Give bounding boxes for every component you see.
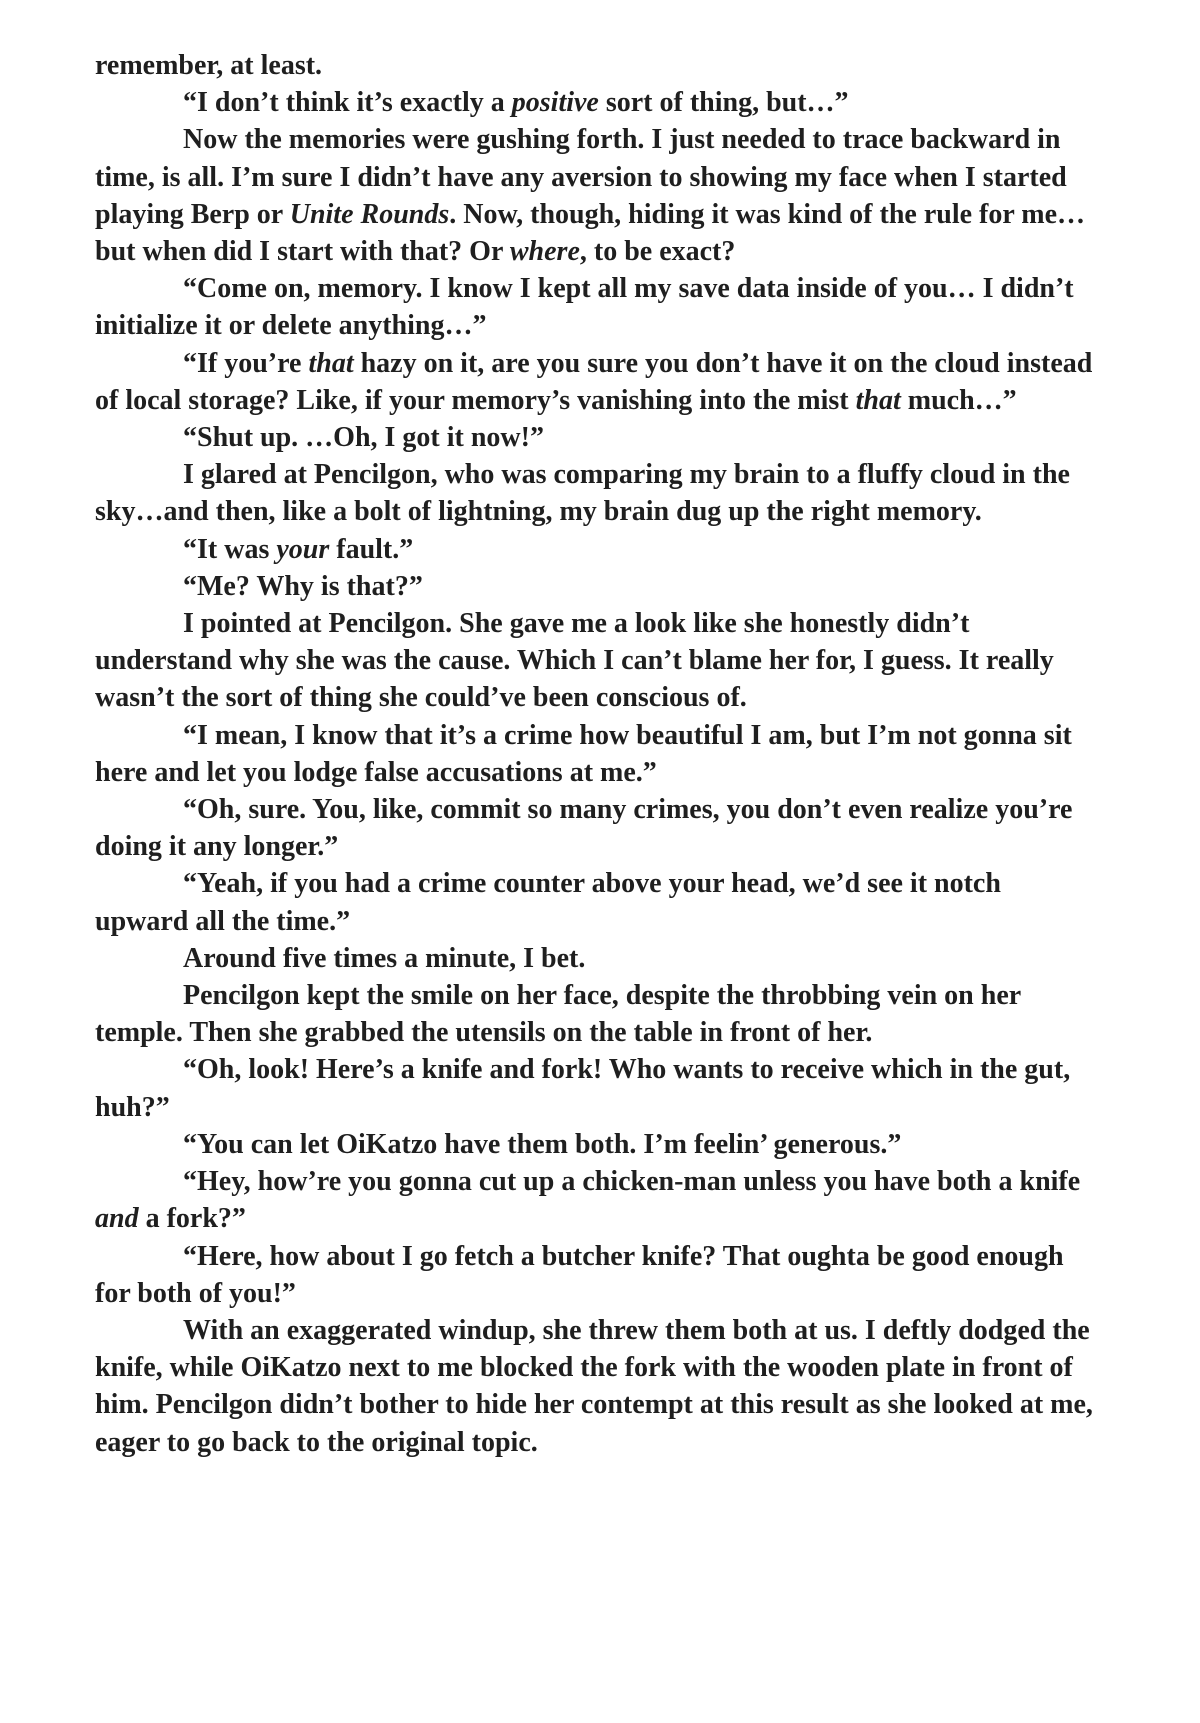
- paragraph: [95, 791, 1100, 865]
- text-run: fault.”: [329, 533, 414, 565]
- text-run: , to be exact?: [579, 236, 736, 268]
- paragraph: [95, 345, 1100, 419]
- paragraph: [95, 456, 1100, 530]
- text-run: “Yeah, if you had a crime counter above your head, we’d see it notch upward all the time.”: [95, 868, 1001, 937]
- paragraph: [95, 1163, 1100, 1237]
- text-run: “Me? Why is that?”: [183, 570, 423, 602]
- italic-text: that: [855, 384, 901, 416]
- text-run: Pencilgon kept the smile on her face, despite the throbbing vein on her temple. Then she grabbed the utensils on the table in front of her.: [95, 980, 1021, 1049]
- text-run: hazy on it, are you sure you don’t have it on the cloud instead of local storage? Like, if your memory’s vanishing into the mist: [95, 347, 1093, 416]
- text-run: “Here, how about I go fetch a butcher knife? That oughta be good enough for both of you!”: [95, 1240, 1064, 1309]
- italic-text: and: [95, 1203, 139, 1235]
- text-run: “It was: [183, 533, 277, 565]
- text-run: “Shut up. …Oh, I got it now!”: [183, 422, 544, 454]
- text-run: “I don’t think it’s exactly a: [183, 87, 512, 119]
- paragraph: [95, 1312, 1100, 1461]
- text-run: Around five times a minute, I bet.: [183, 942, 586, 974]
- paragraph: [95, 1051, 1100, 1125]
- text-run: Now the memories were gushing forth. I just needed to trace backward in time, is all. I’m sure I didn’t have any aversion to showing my face when I started playing Berp or: [95, 124, 1067, 230]
- paragraph: [95, 419, 1100, 456]
- text-run: “Oh, sure. You, like, commit so many crimes, you don’t even realize you’re doing it any longer.”: [95, 794, 1073, 863]
- paragraph: [95, 1238, 1100, 1312]
- text-run: remember, at least.: [95, 50, 323, 81]
- paragraph: [95, 84, 1100, 121]
- paragraph: [95, 531, 1100, 568]
- italic-text: where: [509, 236, 580, 268]
- body-text: [95, 47, 1100, 1461]
- text-run: a fork?”: [138, 1203, 246, 1235]
- italic-text: your: [276, 533, 330, 565]
- paragraph: [95, 568, 1100, 605]
- paragraph: [95, 717, 1100, 791]
- paragraph: [95, 121, 1100, 270]
- text-run: much…”: [900, 384, 1017, 416]
- paragraph: [95, 1126, 1100, 1163]
- text-run: I pointed at Pencilgon. She gave me a look like she honestly didn’t understand why she was the cause. Which I can’t blame her for, I guess. It really wasn’t the sort of thing she could’ve been conscious of.: [95, 608, 1054, 714]
- text-run: “You can let OiKatzo have them both. I’m feelin’ generous.”: [183, 1128, 902, 1160]
- text-run: With an exaggerated windup, she threw them both at us. I deftly dodged the knife, while OiKatzo next to me blocked the fork with the wooden plate in front of him. Pencilgon didn’t bother to hide her contempt at this result as she looked at me, eager to go back to the original topic.: [95, 1314, 1093, 1458]
- paragraph: [95, 270, 1100, 344]
- text-run: sort of thing, but…”: [598, 87, 849, 119]
- paragraph: [95, 47, 1100, 84]
- paragraph: [95, 605, 1100, 717]
- text-run: . Now, though, hiding it was kind of the rule for me…but when did I start with that? Or: [95, 198, 1086, 268]
- text-run: “Hey, how’re you gonna cut up a chicken-man unless you have both a knife: [183, 1166, 1081, 1198]
- text-run: “Come on, memory. I know I kept all my save data inside of you… I didn’t initialize it or delete anything…”: [95, 273, 1074, 342]
- paragraph: [95, 940, 1100, 977]
- italic-text: Unite Rounds: [289, 198, 450, 230]
- italic-text: that: [308, 347, 354, 379]
- text-run: “I mean, I know that it’s a crime how beautiful I am, but I’m not gonna sit here and let you lodge false accusations at me.”: [95, 719, 1072, 788]
- italic-text: positive: [511, 87, 599, 119]
- text-run: “If you’re: [183, 347, 309, 379]
- text-run: “Oh, look! Here’s a knife and fork! Who wants to receive which in the gut, huh?”: [95, 1054, 1071, 1123]
- paragraph: [95, 865, 1100, 939]
- text-run: I glared at Pencilgon, who was comparing my brain to a fluffy cloud in the sky…and then, like a bolt of lightning, my brain dug up the right memory.: [95, 459, 1070, 528]
- paragraph: [95, 977, 1100, 1051]
